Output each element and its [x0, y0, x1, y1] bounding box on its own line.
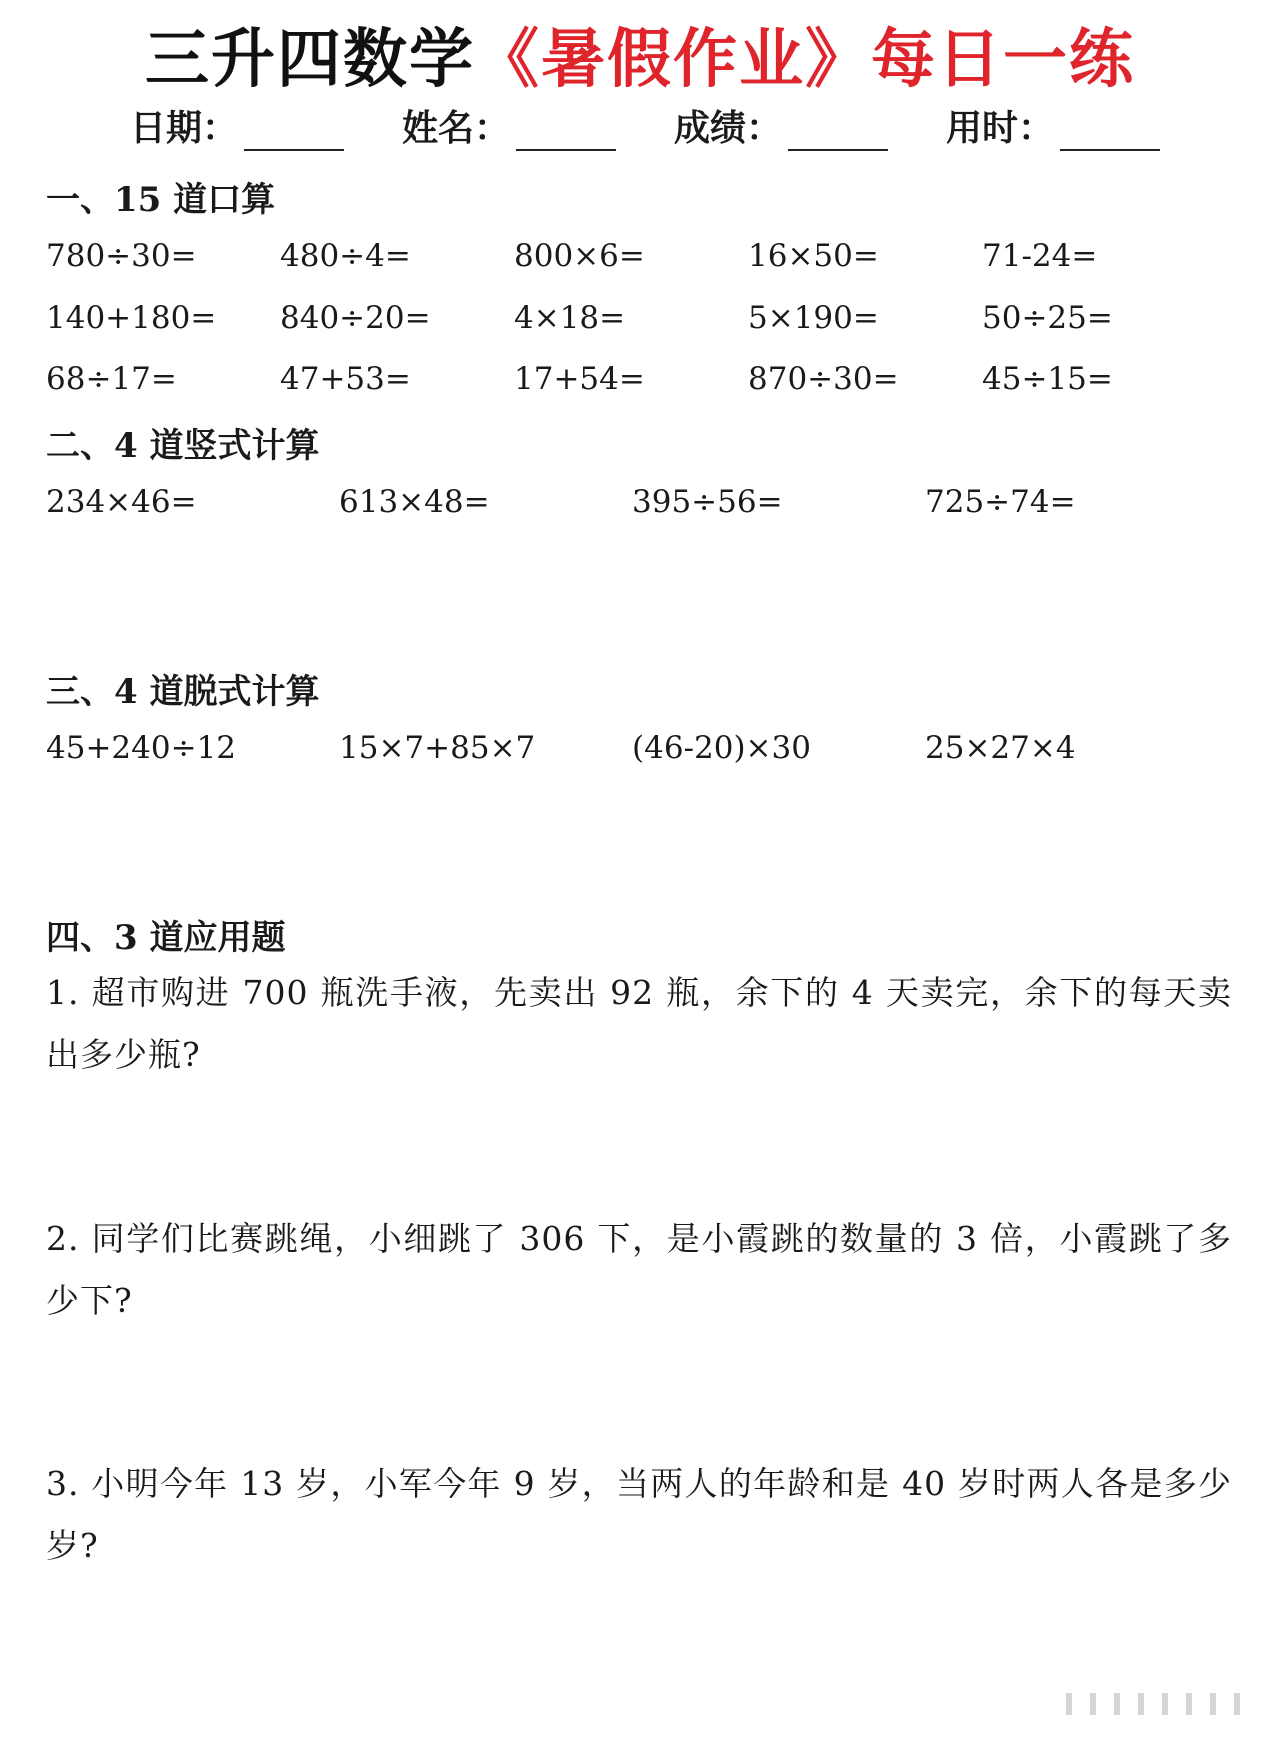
name-label: 姓名： — [401, 108, 510, 149]
word-problem-3: 3. 小明今年 13 岁，小军今年 9 岁，当两人的年龄和是 40 岁时两人各是多少岁? — [46, 1464, 1232, 1565]
score-blank[interactable] — [788, 117, 888, 151]
time-label: 用时： — [945, 108, 1054, 149]
stepwise-calc-item: 25×27×4 — [925, 730, 1076, 766]
edge-mark — [1234, 1693, 1240, 1715]
vertical-calc-item: 613×48= — [339, 484, 490, 520]
oral-item: 140+180= — [46, 300, 217, 336]
oral-item: 45÷15= — [982, 361, 1113, 397]
oral-row-3 — [46, 361, 1216, 397]
section4-heading: 四、3 道应用题 — [46, 918, 286, 958]
oral-item: 840÷20= — [280, 300, 431, 336]
edge-mark — [1066, 1693, 1072, 1715]
oral-item: 50÷25= — [982, 300, 1113, 336]
vertical-calc-item: 395÷56= — [632, 484, 783, 520]
oral-row-2 — [46, 300, 1216, 336]
oral-item: 68÷17= — [46, 361, 177, 397]
vertical-calc-item: 725÷74= — [925, 484, 1076, 520]
title-subject: 三升四数学 — [145, 23, 475, 97]
edge-mark — [1186, 1693, 1192, 1715]
stepwise-calc-row — [46, 730, 1218, 766]
oral-item: 17+54= — [514, 361, 645, 397]
page-title — [0, 8, 1280, 100]
edge-mark — [1090, 1693, 1096, 1715]
name-blank[interactable] — [516, 117, 616, 151]
title-homework: 《暑假作业》 — [475, 23, 871, 97]
oral-item: 16×50= — [748, 238, 879, 274]
score-field — [674, 100, 888, 151]
edge-mark — [1162, 1693, 1168, 1715]
oral-item: 5×190= — [748, 300, 879, 336]
score-label: 成绩： — [673, 108, 782, 149]
stepwise-calc-item: (46-20)×30 — [632, 730, 811, 766]
edge-mark — [1138, 1693, 1144, 1715]
word-problem-1: 1. 超市购进 700 瓶洗手液，先卖出 92 瓶，余下的 4 天卖完，余下的每天卖出多少瓶? — [46, 973, 1232, 1074]
edge-mark — [1210, 1693, 1216, 1715]
edge-mark — [1114, 1693, 1120, 1715]
date-field — [130, 100, 344, 151]
section3-heading: 三、4 道脱式计算 — [46, 672, 320, 712]
oral-item: 47+53= — [280, 361, 411, 397]
oral-row-1 — [46, 238, 1216, 274]
stepwise-calc-item: 45+240÷12 — [46, 730, 237, 766]
time-field — [946, 100, 1160, 151]
page-edge-marks — [820, 1693, 1240, 1715]
vertical-calc-row — [46, 484, 1218, 520]
oral-item: 480÷4= — [280, 238, 411, 274]
oral-item: 780÷30= — [46, 238, 197, 274]
oral-item: 800×6= — [514, 238, 645, 274]
time-blank[interactable] — [1060, 117, 1160, 151]
oral-item: 4×18= — [514, 300, 626, 336]
date-label: 日期： — [130, 108, 239, 149]
name-field — [402, 100, 616, 151]
vertical-calc-item: 234×46= — [46, 484, 197, 520]
date-blank[interactable] — [244, 117, 344, 151]
title-daily: 每日一练 — [871, 23, 1135, 97]
section1-heading: 一、15 道口算 — [46, 180, 276, 220]
oral-item: 71-24= — [982, 238, 1098, 274]
stepwise-calc-item: 15×7+85×7 — [339, 730, 536, 766]
info-row — [130, 100, 1160, 151]
word-problem-2: 2. 同学们比赛跳绳，小细跳了 306 下，是小霞跳的数量的 3 倍，小霞跳了多少下? — [46, 1219, 1232, 1320]
oral-item: 870÷30= — [748, 361, 899, 397]
section2-heading: 二、4 道竖式计算 — [46, 426, 320, 466]
